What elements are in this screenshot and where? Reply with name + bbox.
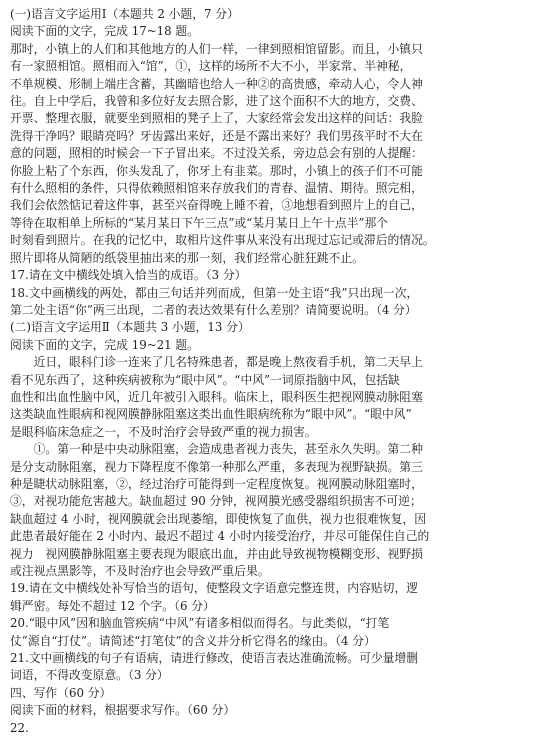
question-22: 22. xyxy=(10,720,29,735)
section2-instruction: 阅读下面的文字，完成 19~21 题。 xyxy=(10,337,199,352)
question-21-line: 21.文中画横线的句子有语病，请进行修改，使语言表达准确流畅。可少量增删 xyxy=(10,651,419,666)
question-18-line: 第二处主语“你”两三出现，二者的表达效果有什么差别？请简要说明。（4 分） xyxy=(10,302,417,317)
passage-line: 或注视点黑影等，不及时治疗也会导致严重后果。 xyxy=(10,564,270,578)
passage-line: 是分支动脉阻塞，视力下降程度不像第一种那么严重，多表现为视野缺损。第三 xyxy=(10,459,423,474)
passage-line: 血性和出血性脑中风，近几年被引入眼科。临床上，眼科医生把视网膜动脉阻塞 xyxy=(10,389,423,404)
question-20-line: 20.“眼中风”因和脑血管疾病“中风”有诸多相似而得名。与此类似，“打笔 xyxy=(10,616,390,631)
question-19-line: 19.请在文中横线处补写恰当的语句，使整段文字语意完整连贯，内容贴切，逻 xyxy=(10,581,419,596)
passage-line: 时刻看到照片。在我的记忆中，取相片这件事从来没有出现过忘记或滞后的情况。 xyxy=(10,233,435,248)
passage-line: 我们会依然惦记着这件事，甚至兴奋得晚上睡不着，③地想看到照片上的自己， xyxy=(10,198,423,213)
question-18-line: 18.文中画横线的两处，都由三句话并列而成，但第一处主语“我”只出现一次， xyxy=(10,285,419,300)
passage-line: 这类缺血性眼病和视网膜静脉阻塞这类出血性眼病统称为“眼中风”。“眼中风” xyxy=(10,407,412,422)
passage-line: 有一家照相馆。照相而入“馆”，①，这样的场所不大不小，半家常、半神秘， xyxy=(10,59,412,74)
section4-instruction: 阅读下面的材料，根据要求写作。（60 分） xyxy=(10,703,236,718)
question-17: 17.请在文中横线处填入恰当的成语。（3 分） xyxy=(10,268,247,283)
passage-line: 是眼科临床急症之一，不及时治疗会导致严重的视力损害。 xyxy=(10,424,317,439)
section1-passage xyxy=(10,41,546,267)
passage-line: 照片即将从简陋的纸袋里抽出来的那一刻，我们经常心脏狂跳不止。 xyxy=(10,250,364,265)
passage-line: 往。自上中学后，我曾和多位好友去照合影，进了这个面积不大的地方，交费、 xyxy=(10,94,423,109)
passage-line: 种是睫状动脉阻塞，②，经过治疗可能得到一定程度恢复。视网膜动脉阻塞时， xyxy=(10,476,423,491)
passage-line: 近日，眼科门诊一连来了几名特殊患者，都是晚上熬夜看手机，第二天早上 xyxy=(10,355,423,370)
passage-line: 缺血超过 4 小时，视网膜就会出现萎缩，即使恢复了血供，视力也很难恢复，因 xyxy=(10,511,427,526)
section2-heading: (二)语言文字运用Ⅱ（本题共 3 小题，13 分） xyxy=(10,320,250,335)
section1-instruction: 阅读下面的文字，完成 17~18 题。 xyxy=(10,24,199,39)
passage-line: 视力 视网膜静脉阻塞主要表现为眼底出血，并由此导致视物模糊变形、视野损 xyxy=(10,546,423,561)
passage-line: 不单规模、形制上端庄含蓄，其幽暗也给人一种②的高贵感，牵动人心，令人神 xyxy=(10,76,423,91)
passage-line: 此患者最好能在 2 小时内、最迟不超过 4 小时内接受治疗，并尽可能保住自己的 xyxy=(10,529,430,544)
passage-line: 那时，小镇上的人们和其他地方的人们一样，一律到照相馆留影。而且，小镇只 xyxy=(10,41,423,56)
passage-line: 开票、整理衣服，就要坐到照相的凳子上了，大家经常会发出这样的问话：我脸 xyxy=(10,111,423,126)
passage-line: 意的问题，照相的时候会一下子冒出来。不过没关系，旁边总会有别的人提醒： xyxy=(10,146,423,161)
passage-line: 等待在取相单上所标的“某月某日下午三点”或“某月某日上午十点半”那个 xyxy=(10,215,389,230)
section2-paragraph-1 xyxy=(10,354,546,441)
question-19-line: 辑严密。每处不超过 12 个字。（6 分） xyxy=(10,598,215,613)
passage-line: 你脸上粘了个东西，你头发乱了，你牙上有韭菜。那时，小镇上的孩子们不可能 xyxy=(10,163,423,178)
passage-line: 洗得干净吗？眼睛亮吗？牙齿露出来好，还是不露出来好？我们男孩平时不大在 xyxy=(10,128,423,143)
passage-line: ③，对视功能危害越大。缺血超过 90 分钟，视网膜光感受器组织损害不可逆； xyxy=(10,494,422,509)
passage-line: 有什么照相的条件，只得依赖照相馆来存放我们的青春、温情、期待。照完相， xyxy=(10,181,423,196)
section4-heading: 四、写作（60 分） xyxy=(10,685,112,700)
passage-line: 看不见东西了，这种疾病被称为“眼中风”。“中风”一词原指脑中风，包括缺 xyxy=(10,372,400,387)
section2-paragraph-2 xyxy=(10,441,546,580)
question-21-line: 词语，不得改变原意。（3 分） xyxy=(10,668,169,683)
section1-heading: (一)语言文字运用Ⅰ（本题共 2 小题，7 分） xyxy=(10,7,239,21)
passage-line: ①。第一种是中央动脉阻塞，会造成患者视力丧失，甚至永久失明。第二种 xyxy=(10,442,423,457)
question-20-line: 仗”源自“打仗”。请简述“打笔仗”的含义并分析它得名的缘由。（4 分） xyxy=(10,633,376,648)
